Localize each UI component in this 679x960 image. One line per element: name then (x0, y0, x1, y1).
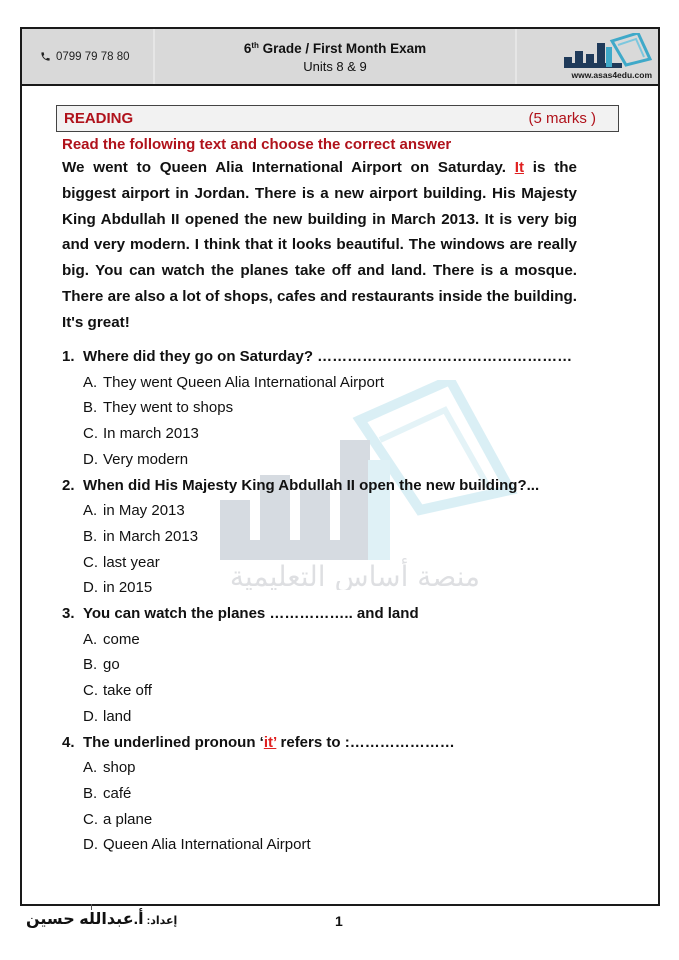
question-list (62, 344, 592, 858)
answer-option[interactable] (62, 421, 592, 447)
option-letter: C. (83, 425, 98, 443)
grade-suffix: th (251, 41, 259, 50)
option-letter: A. (83, 630, 98, 648)
option-text: Very modern (103, 450, 189, 468)
author-name: أ.عبدالله حسين (26, 911, 144, 928)
option-text: They went to shops (103, 399, 234, 417)
option-letter: A. (83, 373, 98, 391)
option-letter: B. (83, 656, 98, 674)
answer-option[interactable] (62, 652, 592, 678)
option-letter: D. (83, 707, 98, 725)
answer-option[interactable] (62, 781, 592, 807)
phone-icon (40, 51, 51, 62)
reading-passage (62, 155, 577, 336)
answer-option[interactable] (62, 524, 592, 550)
question-stem (62, 473, 592, 499)
answer-option[interactable] (62, 678, 592, 704)
question-stem (62, 344, 592, 370)
option-text: café (103, 784, 132, 802)
option-text: in May 2013 (103, 502, 185, 520)
passage-underlined-pronoun: It (514, 159, 525, 176)
header-logo (517, 29, 658, 84)
answer-option[interactable] (62, 550, 592, 576)
option-text: a plane (103, 810, 153, 828)
question-underlined-pronoun: it’ (263, 733, 277, 751)
answer-option[interactable] (62, 370, 592, 396)
question-number: 2. (62, 476, 75, 494)
option-text: take off (103, 682, 152, 700)
question-1 (62, 344, 592, 473)
option-text: in March 2013 (103, 527, 199, 545)
page-header (22, 29, 658, 86)
question-text: The underlined pronoun ‘ (83, 733, 264, 751)
section-label: READING (64, 110, 134, 127)
asas-logo-icon (560, 33, 652, 69)
option-text: In march 2013 (103, 425, 199, 443)
question-text-end: refers to :………………… (276, 733, 455, 751)
option-letter: D. (83, 836, 98, 854)
exam-units: Units 8 & 9 (303, 59, 367, 74)
question-stem (62, 601, 592, 627)
question-number: 4. (62, 733, 75, 751)
option-letter: B. (83, 527, 98, 545)
option-letter: B. (83, 399, 98, 417)
header-phone (22, 29, 155, 84)
question-text: Where did they go on Saturday? …………………………………………… (83, 348, 573, 365)
answer-option[interactable] (62, 395, 592, 421)
instruction-text: Read the following text and choose the correct answer (62, 136, 452, 153)
question-stem (62, 730, 592, 756)
author-prefix: إعداد: (143, 915, 178, 927)
answer-option[interactable] (62, 755, 592, 781)
answer-option[interactable] (62, 627, 592, 653)
header-title (155, 29, 517, 84)
option-letter: C. (83, 682, 98, 700)
option-letter: D. (83, 450, 98, 468)
answer-option[interactable] (62, 704, 592, 730)
answer-option[interactable] (62, 498, 592, 524)
section-marks: (5 marks ) (528, 110, 596, 127)
question-text: You can watch the planes …………….. and land (83, 605, 419, 623)
question-2 (62, 473, 592, 602)
option-letter: C. (83, 553, 98, 571)
passage-text-rest: is the biggest airport in Jordan. There is a new airport building. His Majesty King Abdullah II opened the new building in March 2013. It is very big and very modern. I think that it looks beautiful. The windows are really big. You can watch the planes take off and land. There is a mosque. There are also a lot of shops, cafes and restaurants inside the building. It's great! (62, 159, 577, 331)
option-text: last year (103, 553, 160, 571)
question-number: 3. (62, 605, 75, 623)
option-letter: A. (83, 759, 98, 777)
watermark-text: منصة أساس التعليمية (229, 560, 481, 590)
option-text: land (103, 707, 132, 725)
exam-title-text: Grade / First Month Exam (258, 41, 427, 56)
option-text: go (103, 656, 120, 674)
page-number: 1 (335, 913, 343, 929)
answer-option[interactable] (62, 447, 592, 473)
grade-number: 6 (243, 41, 252, 56)
phone-number: 0799 79 78 80 (56, 50, 130, 63)
option-text: in 2015 (103, 579, 153, 597)
passage-text-start: We went to Queen Alia International Airport on Saturday. (62, 159, 515, 176)
logo-url: www.asas4edu.com (571, 70, 652, 80)
option-text: They went Queen Alia International Airport (103, 373, 385, 391)
question-text: When did His Majesty King Abdullah II open the new building?... (83, 476, 540, 494)
question-4 (62, 730, 592, 859)
option-letter: D. (83, 579, 98, 597)
option-letter: B. (83, 784, 98, 802)
option-text: come (103, 630, 140, 648)
option-letter: C. (83, 810, 98, 828)
answer-option[interactable] (62, 832, 592, 858)
answer-option[interactable] (62, 575, 592, 601)
footer-author (26, 909, 177, 929)
option-text: shop (103, 759, 136, 777)
option-letter: A. (83, 502, 98, 520)
section-heading-box (56, 105, 619, 132)
question-3 (62, 601, 592, 730)
option-text: Queen Alia International Airport (103, 836, 311, 854)
answer-option[interactable] (62, 807, 592, 833)
question-number: 1. (62, 348, 75, 365)
exam-title (155, 37, 515, 57)
